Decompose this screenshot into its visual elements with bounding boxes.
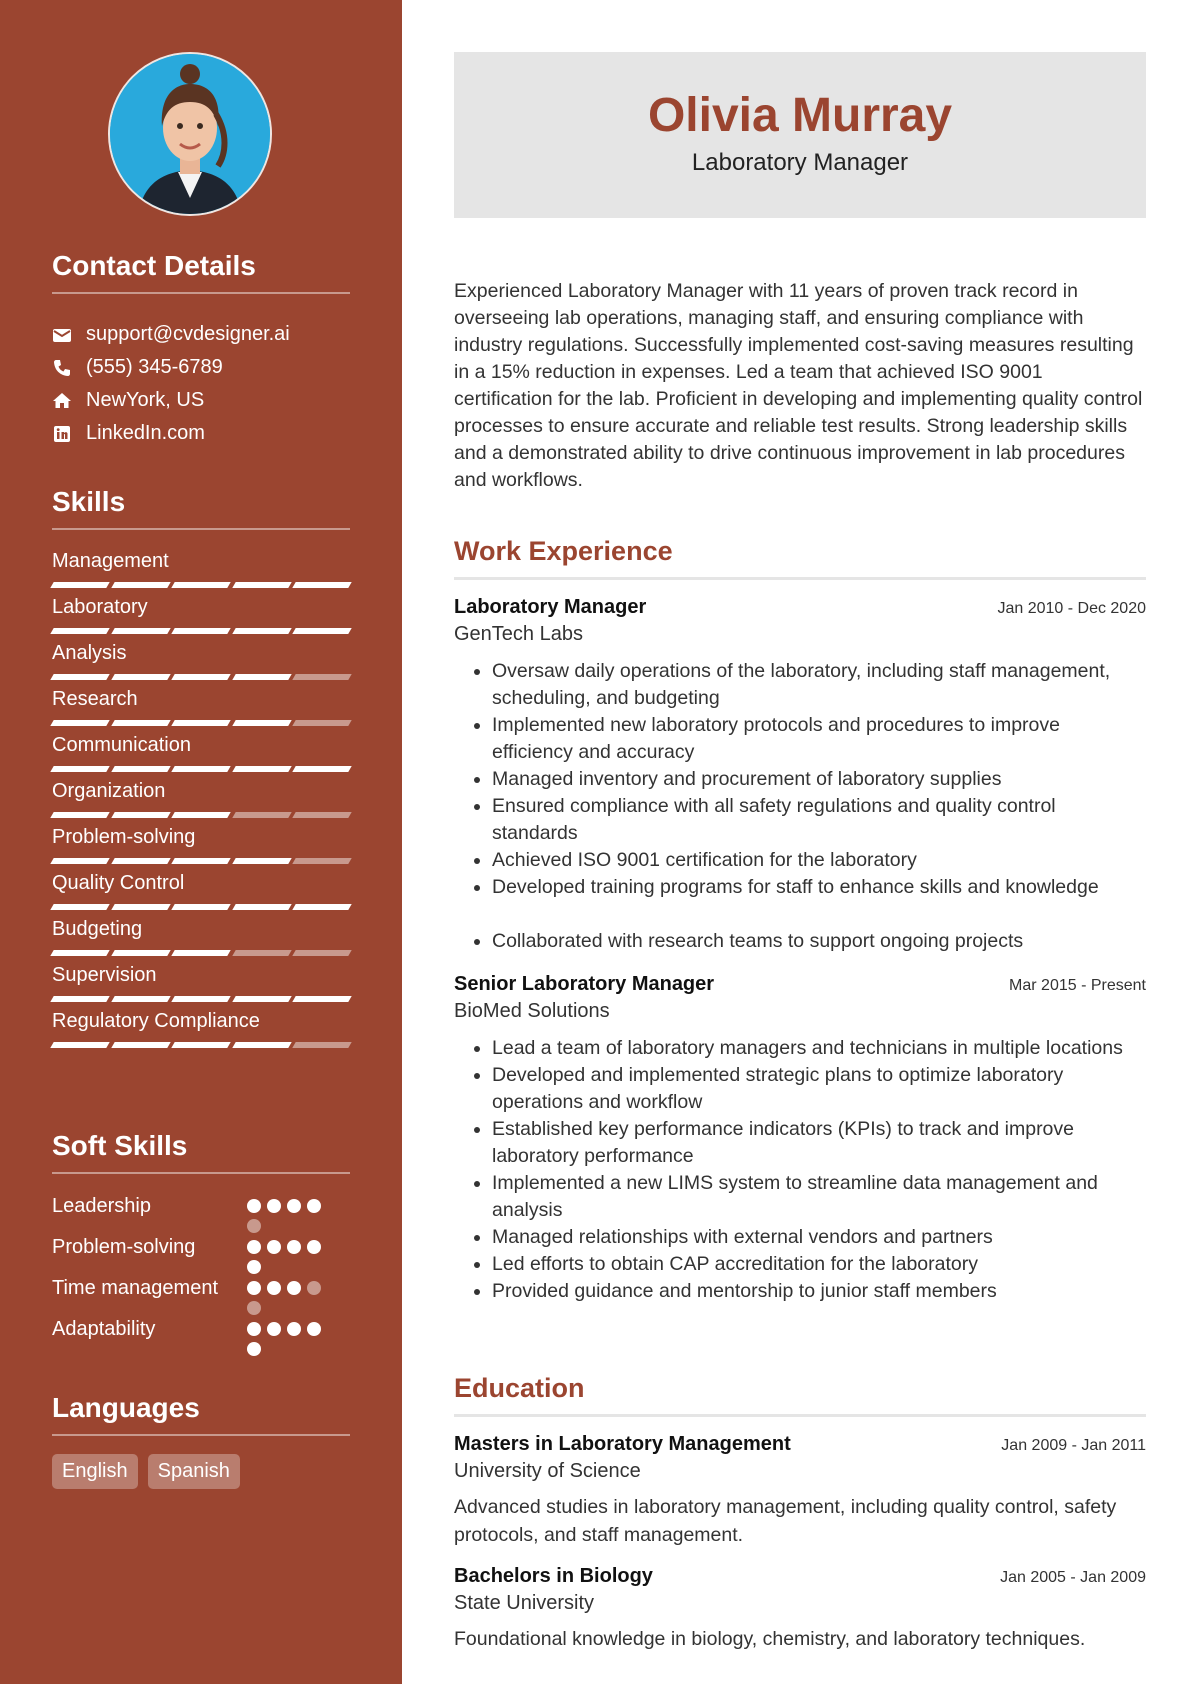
skill-item bbox=[52, 730, 350, 772]
school-name: University of Science bbox=[454, 1460, 641, 1482]
work-entry-head bbox=[454, 973, 1146, 996]
skill-level-segment bbox=[50, 766, 109, 772]
linkedin-icon bbox=[52, 424, 72, 444]
skill-level-segment bbox=[293, 628, 352, 634]
languages-title: Languages bbox=[52, 1392, 350, 1436]
skill-level-bars bbox=[52, 674, 350, 680]
rating-dot bbox=[247, 1342, 261, 1356]
job-bullet: • Managed relationships with external vendors and partners bbox=[492, 1224, 1146, 1251]
skill-level-segment bbox=[293, 674, 352, 680]
job-bullet: • Lead a team of laboratory managers and technicians in multiple locations bbox=[492, 1035, 1146, 1062]
work-entry bbox=[454, 596, 1146, 955]
job-date: Jan 2010 - Dec 2020 bbox=[997, 600, 1146, 617]
rating-dot bbox=[307, 1199, 321, 1213]
skill-level-segment bbox=[232, 996, 291, 1002]
skill-item bbox=[52, 868, 350, 910]
job-bullet: • Led efforts to obtain CAP accreditation for the laboratory bbox=[492, 1251, 1146, 1278]
rating-dot bbox=[287, 1240, 301, 1254]
skill-item bbox=[52, 914, 350, 956]
job-company: BioMed Solutions bbox=[454, 1000, 610, 1022]
skill-name: Organization bbox=[52, 780, 166, 802]
skill-level-bars bbox=[52, 996, 350, 1002]
contact-location-text: NewYork, US bbox=[86, 389, 205, 411]
education-entry bbox=[454, 1433, 1146, 1549]
job-bullet: • Developed training programs for staff to enhance skills and knowledge bbox=[492, 874, 1146, 901]
skill-level-segment bbox=[111, 812, 170, 818]
skill-item bbox=[52, 638, 350, 680]
skill-level-segment bbox=[171, 812, 230, 818]
rating-dot bbox=[247, 1322, 261, 1336]
rating-dot bbox=[247, 1281, 261, 1295]
skill-level-segment bbox=[50, 812, 109, 818]
skill-level-segment bbox=[171, 674, 230, 680]
rating-dot bbox=[307, 1281, 321, 1295]
soft-skill-item bbox=[52, 1315, 350, 1356]
skill-level-bars bbox=[52, 1042, 350, 1048]
summary: Experienced Laboratory Manager with 11 years of proven track record in overseeing lab operations, managing staff, and ensuring compliance with industry regulations. Successfully implemented cost-saving measures resulting in a 15% reduction in expenses. Led a team that achieved ISO 9001 certification for the lab. Proficient in developing and implementing quality control processes to ensure accurate and reliable test results. Strong leadership skills and a demonstrated ability to drive continuous improvement in lab procedures and workflows. bbox=[454, 280, 1143, 491]
skill-level-segment bbox=[171, 950, 230, 956]
rating-dot bbox=[247, 1301, 261, 1315]
skill-level-segment bbox=[111, 766, 170, 772]
contact-linkedin-text: LinkedIn.com bbox=[86, 422, 205, 444]
skill-level-segment bbox=[111, 950, 170, 956]
skill-level-segment bbox=[232, 904, 291, 910]
skill-name: Quality Control bbox=[52, 872, 185, 894]
language-tags bbox=[52, 1454, 350, 1489]
skill-level-segment bbox=[293, 950, 352, 956]
skill-item bbox=[52, 776, 350, 818]
skill-level-segment bbox=[171, 628, 230, 634]
degree-title: Bachelors in Biology bbox=[454, 1565, 653, 1587]
skill-level-segment bbox=[171, 720, 230, 726]
skill-name: Communication bbox=[52, 734, 191, 756]
contact-location bbox=[52, 384, 350, 417]
sidebar bbox=[0, 0, 402, 1684]
skill-level-segment bbox=[171, 766, 230, 772]
job-bullet: • Achieved ISO 9001 certification for the laboratory bbox=[492, 847, 1146, 874]
contact-section bbox=[52, 250, 350, 450]
skill-level-segment bbox=[111, 674, 170, 680]
contact-email[interactable] bbox=[52, 318, 350, 351]
skill-level-segment bbox=[232, 628, 291, 634]
job-bullet: • Provided guidance and mentorship to junior staff members bbox=[492, 1278, 1146, 1305]
skill-name: Problem-solving bbox=[52, 826, 196, 848]
degree-description: Advanced studies in laboratory management, including quality control, safety protocols, and staff management. bbox=[454, 1496, 1117, 1546]
rating-dot bbox=[287, 1199, 301, 1213]
contact-phone[interactable] bbox=[52, 351, 350, 384]
soft-skill-item bbox=[52, 1274, 350, 1315]
languages-section bbox=[52, 1392, 350, 1489]
skill-level-segment bbox=[232, 1042, 291, 1048]
skill-level-bars bbox=[52, 628, 350, 634]
rating-dot bbox=[267, 1240, 281, 1254]
skill-level-segment bbox=[293, 720, 352, 726]
skill-level-bars bbox=[52, 766, 350, 772]
skill-level-segment bbox=[50, 720, 109, 726]
rating-dot bbox=[247, 1240, 261, 1254]
candidate-role: Laboratory Manager bbox=[691, 149, 909, 176]
skill-level-segment bbox=[232, 812, 291, 818]
skill-level-segment bbox=[111, 858, 170, 864]
skill-level-segment bbox=[232, 766, 291, 772]
skill-level-segment bbox=[111, 720, 170, 726]
skill-level-segment bbox=[111, 582, 170, 588]
soft-skill-item bbox=[52, 1233, 350, 1274]
education-title: Education bbox=[454, 1373, 1146, 1417]
skill-name: Research bbox=[52, 688, 138, 710]
job-date: Mar 2015 - Present bbox=[1009, 977, 1146, 994]
education-entry bbox=[454, 1565, 1146, 1653]
skill-level-bars bbox=[52, 904, 350, 910]
soft-skill-name: Leadership bbox=[52, 1195, 151, 1217]
skill-level-bars bbox=[52, 858, 350, 864]
rating-dot bbox=[267, 1281, 281, 1295]
skill-level-bars bbox=[52, 720, 350, 726]
soft-skill-rating bbox=[247, 1274, 337, 1315]
skill-level-segment bbox=[232, 674, 291, 680]
skills-title: Skills bbox=[52, 486, 350, 530]
job-bullet: • Ensured compliance with all safety regulations and quality control standards bbox=[492, 793, 1146, 847]
soft-skill-item bbox=[52, 1192, 350, 1233]
profile-photo bbox=[110, 54, 270, 214]
contact-email-text: support@cvdesigner.ai bbox=[86, 323, 290, 345]
skill-name: Management bbox=[52, 550, 169, 572]
skill-level-segment bbox=[50, 950, 109, 956]
skill-level-segment bbox=[111, 996, 170, 1002]
skill-level-segment bbox=[232, 582, 291, 588]
job-bullets bbox=[454, 1035, 1146, 1305]
work-entry bbox=[454, 973, 1146, 1305]
skill-level-segment bbox=[111, 1042, 170, 1048]
degree-title: Masters in Laboratory Management bbox=[454, 1433, 791, 1455]
rating-dot bbox=[247, 1219, 261, 1233]
soft-skill-rating bbox=[247, 1233, 337, 1274]
skill-level-bars bbox=[52, 582, 350, 588]
skill-name: Budgeting bbox=[52, 918, 143, 940]
skill-item bbox=[52, 592, 350, 634]
rating-dot bbox=[267, 1199, 281, 1213]
skill-level-segment bbox=[171, 582, 230, 588]
soft-skill-name: Adaptability bbox=[52, 1318, 156, 1340]
skill-level-bars bbox=[52, 950, 350, 956]
skill-level-segment bbox=[171, 1042, 230, 1048]
skill-level-segment bbox=[293, 904, 352, 910]
phone-icon bbox=[52, 358, 72, 378]
rating-dot bbox=[307, 1322, 321, 1336]
language-tag: Spanish bbox=[148, 1454, 240, 1489]
education-entry-head bbox=[454, 1565, 1146, 1588]
job-bullet: • Implemented a new LIMS system to streamline data management and analysis bbox=[492, 1170, 1146, 1224]
contact-title: Contact Details bbox=[52, 250, 350, 294]
skill-name: Analysis bbox=[52, 642, 127, 664]
skill-level-segment bbox=[232, 950, 291, 956]
skill-item bbox=[52, 1006, 350, 1048]
soft-skill-rating bbox=[247, 1315, 337, 1356]
education-entry-head bbox=[454, 1433, 1146, 1456]
skill-level-segment bbox=[171, 858, 230, 864]
degree-date: Jan 2009 - Jan 2011 bbox=[1001, 1437, 1146, 1454]
skill-level-segment bbox=[232, 720, 291, 726]
skill-level-segment bbox=[293, 582, 352, 588]
skill-level-segment bbox=[50, 582, 109, 588]
rating-dot bbox=[287, 1322, 301, 1336]
skill-item bbox=[52, 546, 350, 588]
job-title: Laboratory Manager bbox=[454, 596, 647, 618]
skills-list bbox=[52, 546, 350, 1048]
skill-name: Laboratory bbox=[52, 596, 148, 618]
skill-level-segment bbox=[50, 1042, 109, 1048]
job-bullet: • Developed and implemented strategic plans to optimize laboratory operations and workflow bbox=[492, 1062, 1146, 1116]
avatar bbox=[108, 52, 272, 216]
skill-level-segment bbox=[50, 674, 109, 680]
job-title: Senior Laboratory Manager bbox=[454, 973, 715, 995]
rating-dot bbox=[307, 1240, 321, 1254]
skill-level-segment bbox=[293, 996, 352, 1002]
degree-description: Foundational knowledge in biology, chemistry, and laboratory techniques. bbox=[454, 1628, 1086, 1650]
soft-skills-section bbox=[52, 1130, 350, 1356]
envelope-icon bbox=[52, 325, 72, 345]
skill-level-segment bbox=[293, 766, 352, 772]
job-bullet: • Managed inventory and procurement of laboratory supplies bbox=[492, 766, 1146, 793]
soft-skill-name: Time management bbox=[52, 1277, 218, 1299]
skill-item bbox=[52, 684, 350, 726]
candidate-name: Olivia Murray bbox=[647, 89, 953, 142]
soft-skills-title: Soft Skills bbox=[52, 1130, 350, 1174]
rating-dot bbox=[267, 1322, 281, 1336]
skill-name: Regulatory Compliance bbox=[52, 1010, 260, 1032]
skill-item bbox=[52, 960, 350, 1002]
skill-level-segment bbox=[111, 628, 170, 634]
skill-level-segment bbox=[171, 996, 230, 1002]
skill-level-segment bbox=[232, 858, 291, 864]
soft-skills-list bbox=[52, 1192, 350, 1356]
degree-date: Jan 2005 - Jan 2009 bbox=[1000, 1569, 1146, 1586]
school-name: State University bbox=[454, 1592, 595, 1614]
soft-skill-name: Problem-solving bbox=[52, 1236, 196, 1258]
skill-level-segment bbox=[293, 812, 352, 818]
rating-dot bbox=[247, 1199, 261, 1213]
rating-dot bbox=[287, 1281, 301, 1295]
skill-level-bars bbox=[52, 812, 350, 818]
contact-list bbox=[52, 318, 350, 450]
job-bullet: • Collaborated with research teams to support ongoing projects bbox=[492, 928, 1146, 955]
skill-item bbox=[52, 822, 350, 864]
job-bullet: • Established key performance indicators (KPIs) to track and improve laboratory performance bbox=[492, 1116, 1146, 1170]
rating-dot bbox=[247, 1260, 261, 1274]
contact-linkedin[interactable] bbox=[52, 417, 350, 450]
skills-section bbox=[52, 486, 350, 1052]
soft-skill-rating bbox=[247, 1192, 337, 1233]
contact-phone-text: (555) 345-6789 bbox=[86, 356, 223, 378]
job-bullet: • Implemented new laboratory protocols and procedures to improve efficiency and accuracy bbox=[492, 712, 1146, 766]
home-icon bbox=[52, 391, 72, 411]
job-bullets bbox=[454, 658, 1146, 955]
skill-level-segment bbox=[293, 858, 352, 864]
skill-level-segment bbox=[50, 858, 109, 864]
skill-level-segment bbox=[50, 904, 109, 910]
header bbox=[454, 52, 1146, 218]
skill-level-segment bbox=[50, 996, 109, 1002]
work-title: Work Experience bbox=[454, 536, 1146, 580]
skill-level-segment bbox=[171, 904, 230, 910]
skill-level-segment bbox=[50, 628, 109, 634]
job-company: GenTech Labs bbox=[454, 623, 583, 645]
skill-name: Supervision bbox=[52, 964, 157, 986]
skill-level-segment bbox=[111, 904, 170, 910]
job-bullet: • Oversaw daily operations of the laboratory, including staff management, scheduling, and budgeting bbox=[492, 658, 1146, 712]
skill-level-segment bbox=[293, 1042, 352, 1048]
work-entry-head bbox=[454, 596, 1146, 619]
language-tag: English bbox=[52, 1454, 138, 1489]
